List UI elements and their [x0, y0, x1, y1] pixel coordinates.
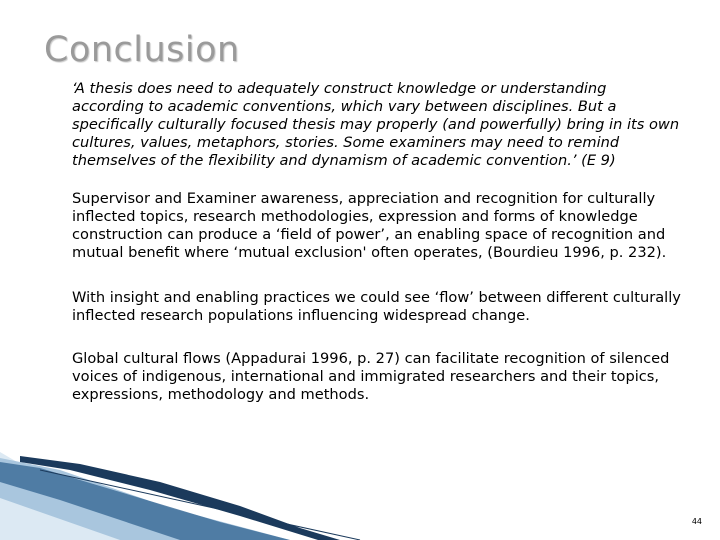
- slide-title: Conclusion: [44, 30, 240, 70]
- global-flows-paragraph: Global cultural flows (Appadurai 1996, p. 27) can facilitate recognition of silenced voices of indigenous, international and immigrated researchers and their topics, expressions, methodology and methods.: [72, 350, 670, 403]
- slide-body: [72, 80, 682, 404]
- insight-paragraph: With insight and enabling practices we could see ‘flow’ between different culturally inflected research populations influencing widespread change.: [72, 289, 681, 324]
- quote-paragraph: ‘A thesis does need to adequately construct knowledge or understanding according to academic conventions, which vary between disciplines. But a specifically culturally focused thesis may properly (and powerfully) bring in its own cultures, values, metaphors, stories. Some examiners may need to remind themselves of the flexibility and dynamism of academic convention.’ (E 9): [72, 80, 680, 169]
- page-number: 44: [691, 517, 702, 526]
- awareness-paragraph: Supervisor and Examiner awareness, appreciation and recognition for culturally inflected topics, research methodologies, expression and forms of knowledge construction can produce a ‘field of power’, an enabling space of recognition and mutual benefit where ‘mutual exclusion' often operates, (Bourdieu 1996, p. 232).: [72, 190, 667, 261]
